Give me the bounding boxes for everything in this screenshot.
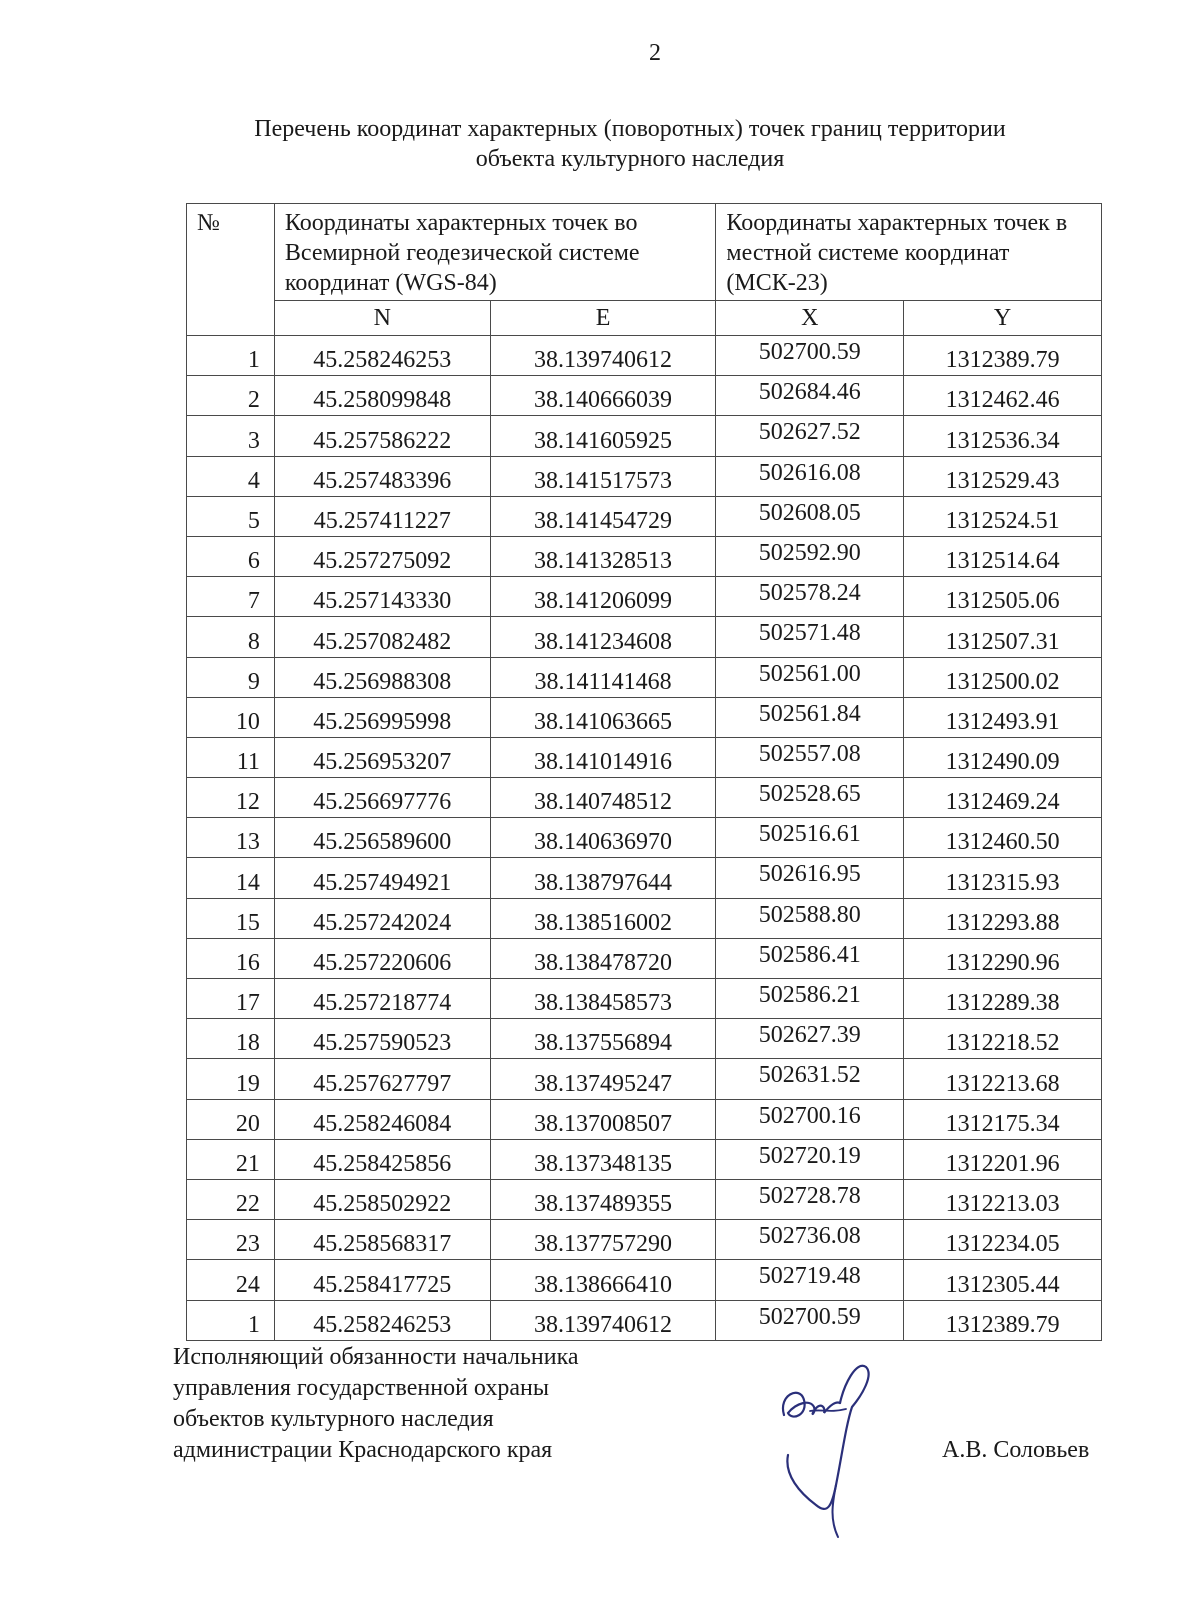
cell-latitude-n: 45.257411227	[274, 496, 490, 536]
table-row	[187, 416, 1102, 456]
cell-longitude-e: 38.139740612	[490, 336, 716, 376]
cell-point-number: 23	[187, 1220, 275, 1260]
cell-latitude-n: 45.258246084	[274, 1099, 490, 1139]
cell-point-number: 9	[187, 657, 275, 697]
cell-msk-y: 1312175.34	[904, 1099, 1102, 1139]
signer-position-line-1: Исполняющий обязанности начальника	[173, 1344, 579, 1370]
cell-msk-y: 1312213.03	[904, 1179, 1102, 1219]
cell-msk-x: 502736.08	[716, 1220, 904, 1260]
cell-msk-x: 502631.52	[716, 1059, 904, 1099]
signer-position-line-4: администрации Краснодарского края	[173, 1437, 553, 1463]
cell-msk-x: 502616.08	[716, 456, 904, 496]
cell-msk-y: 1312469.24	[904, 778, 1102, 818]
cell-latitude-n: 45.258099848	[274, 376, 490, 416]
cell-msk-x: 502700.16	[716, 1099, 904, 1139]
cell-point-number: 2	[187, 376, 275, 416]
signer-position-line-3: объектов культурного наследия	[173, 1406, 494, 1432]
cell-latitude-n: 45.258246253	[274, 1300, 490, 1340]
cell-longitude-e: 38.141063665	[490, 697, 716, 737]
cell-msk-x: 502700.59	[716, 1300, 904, 1340]
cell-longitude-e: 38.141014916	[490, 737, 716, 777]
table-row	[187, 898, 1102, 938]
cell-longitude-e: 38.137008507	[490, 1099, 716, 1139]
cell-latitude-n: 45.258425856	[274, 1139, 490, 1179]
cell-latitude-n: 45.257220606	[274, 938, 490, 978]
cell-point-number: 1	[187, 336, 275, 376]
cell-msk-y: 1312500.02	[904, 657, 1102, 697]
cell-longitude-e: 38.141454729	[490, 496, 716, 536]
cell-latitude-n: 45.257627797	[274, 1059, 490, 1099]
table-row	[187, 496, 1102, 536]
column-header-n: N	[274, 301, 490, 336]
cell-latitude-n: 45.257275092	[274, 536, 490, 576]
cell-point-number: 6	[187, 536, 275, 576]
cell-latitude-n: 45.256953207	[274, 737, 490, 777]
table-row	[187, 1260, 1102, 1300]
table-row	[187, 1300, 1102, 1340]
column-header-e: E	[490, 301, 716, 336]
page-number: 2	[649, 40, 661, 66]
cell-point-number: 5	[187, 496, 275, 536]
cell-msk-y: 1312505.06	[904, 577, 1102, 617]
cell-msk-y: 1312507.31	[904, 617, 1102, 657]
coordinates-table	[186, 203, 1102, 1341]
cell-longitude-e: 38.141141468	[490, 657, 716, 697]
cell-latitude-n: 45.256589600	[274, 818, 490, 858]
table-row	[187, 938, 1102, 978]
table-subheader-row	[187, 301, 1102, 336]
cell-point-number: 17	[187, 979, 275, 1019]
cell-msk-x: 502684.46	[716, 376, 904, 416]
cell-longitude-e: 38.138516002	[490, 898, 716, 938]
cell-msk-x: 502728.78	[716, 1179, 904, 1219]
cell-msk-x: 502592.90	[716, 536, 904, 576]
cell-msk-x: 502616.95	[716, 858, 904, 898]
cell-longitude-e: 38.138797644	[490, 858, 716, 898]
cell-msk-x: 502719.48	[716, 1260, 904, 1300]
column-header-number: №	[187, 204, 275, 336]
cell-longitude-e: 38.139740612	[490, 1300, 716, 1340]
cell-msk-y: 1312460.50	[904, 818, 1102, 858]
cell-longitude-e: 38.141328513	[490, 536, 716, 576]
cell-longitude-e: 38.141234608	[490, 617, 716, 657]
signatory-name: А.В. Соловьев	[942, 1437, 1090, 1463]
cell-longitude-e: 38.141206099	[490, 577, 716, 617]
column-header-y: Y	[904, 301, 1102, 336]
title-line-2: объекта культурного наследия	[475, 146, 785, 172]
cell-point-number: 24	[187, 1260, 275, 1300]
cell-msk-x: 502586.41	[716, 938, 904, 978]
cell-latitude-n: 45.257590523	[274, 1019, 490, 1059]
cell-point-number: 8	[187, 617, 275, 657]
cell-longitude-e: 38.137489355	[490, 1179, 716, 1219]
column-group-msk23: Координаты характерных точек в местной системе координат (МСК-23)	[716, 204, 1102, 301]
cell-point-number: 22	[187, 1179, 275, 1219]
table-row	[187, 858, 1102, 898]
table-header-row	[187, 204, 1102, 301]
cell-msk-y: 1312536.34	[904, 416, 1102, 456]
cell-point-number: 14	[187, 858, 275, 898]
cell-longitude-e: 38.140636970	[490, 818, 716, 858]
table-row	[187, 456, 1102, 496]
cell-msk-y: 1312389.79	[904, 1300, 1102, 1340]
table-row	[187, 737, 1102, 777]
cell-msk-x: 502561.00	[716, 657, 904, 697]
document-title	[180, 114, 1080, 174]
cell-latitude-n: 45.258568317	[274, 1220, 490, 1260]
cell-point-number: 10	[187, 697, 275, 737]
cell-point-number: 13	[187, 818, 275, 858]
cell-longitude-e: 38.141517573	[490, 456, 716, 496]
cell-point-number: 15	[187, 898, 275, 938]
cell-msk-y: 1312218.52	[904, 1019, 1102, 1059]
cell-latitude-n: 45.257494921	[274, 858, 490, 898]
cell-latitude-n: 45.256988308	[274, 657, 490, 697]
cell-latitude-n: 45.257082482	[274, 617, 490, 657]
table-row	[187, 1220, 1102, 1260]
table-row	[187, 818, 1102, 858]
cell-latitude-n: 45.258502922	[274, 1179, 490, 1219]
table-row	[187, 376, 1102, 416]
table-row	[187, 979, 1102, 1019]
cell-msk-x: 502700.59	[716, 336, 904, 376]
signer-position-line-2: управления государственной охраны	[173, 1375, 549, 1401]
cell-point-number: 18	[187, 1019, 275, 1059]
cell-msk-x: 502516.61	[716, 818, 904, 858]
cell-msk-y: 1312524.51	[904, 496, 1102, 536]
cell-longitude-e: 38.138458573	[490, 979, 716, 1019]
cell-msk-x: 502588.80	[716, 898, 904, 938]
cell-latitude-n: 45.258246253	[274, 336, 490, 376]
cell-latitude-n: 45.257242024	[274, 898, 490, 938]
cell-latitude-n: 45.257143330	[274, 577, 490, 617]
cell-msk-y: 1312201.96	[904, 1139, 1102, 1179]
cell-point-number: 4	[187, 456, 275, 496]
cell-msk-y: 1312462.46	[904, 376, 1102, 416]
cell-point-number: 20	[187, 1099, 275, 1139]
cell-latitude-n: 45.256697776	[274, 778, 490, 818]
cell-point-number: 19	[187, 1059, 275, 1099]
title-line-1: Перечень координат характерных (поворотных) точек границ территории	[254, 116, 1006, 142]
cell-msk-y: 1312305.44	[904, 1260, 1102, 1300]
cell-msk-x: 502627.39	[716, 1019, 904, 1059]
cell-longitude-e: 38.138478720	[490, 938, 716, 978]
table-row	[187, 778, 1102, 818]
cell-latitude-n: 45.257218774	[274, 979, 490, 1019]
cell-msk-x: 502557.08	[716, 737, 904, 777]
table-row	[187, 1019, 1102, 1059]
table-row	[187, 1099, 1102, 1139]
cell-msk-y: 1312389.79	[904, 336, 1102, 376]
table-body	[187, 336, 1102, 1341]
cell-msk-x: 502720.19	[716, 1139, 904, 1179]
table-row	[187, 657, 1102, 697]
table-row	[187, 577, 1102, 617]
cell-msk-y: 1312289.38	[904, 979, 1102, 1019]
cell-latitude-n: 45.257586222	[274, 416, 490, 456]
cell-point-number: 7	[187, 577, 275, 617]
cell-msk-y: 1312293.88	[904, 898, 1102, 938]
cell-msk-y: 1312234.05	[904, 1220, 1102, 1260]
cell-msk-y: 1312290.96	[904, 938, 1102, 978]
cell-longitude-e: 38.140748512	[490, 778, 716, 818]
cell-latitude-n: 45.257483396	[274, 456, 490, 496]
cell-point-number: 11	[187, 737, 275, 777]
cell-longitude-e: 38.137348135	[490, 1139, 716, 1179]
cell-msk-x: 502586.21	[716, 979, 904, 1019]
cell-msk-y: 1312514.64	[904, 536, 1102, 576]
cell-msk-y: 1312315.93	[904, 858, 1102, 898]
cell-latitude-n: 45.256995998	[274, 697, 490, 737]
cell-msk-y: 1312490.09	[904, 737, 1102, 777]
cell-msk-x: 502571.48	[716, 617, 904, 657]
cell-msk-x: 502528.65	[716, 778, 904, 818]
column-header-x: X	[716, 301, 904, 336]
cell-point-number: 12	[187, 778, 275, 818]
table-row	[187, 336, 1102, 376]
table-row	[187, 697, 1102, 737]
cell-msk-x: 502608.05	[716, 496, 904, 536]
cell-longitude-e: 38.138666410	[490, 1260, 716, 1300]
cell-longitude-e: 38.137556894	[490, 1019, 716, 1059]
cell-longitude-e: 38.137495247	[490, 1059, 716, 1099]
cell-point-number: 21	[187, 1139, 275, 1179]
table-row	[187, 617, 1102, 657]
cell-point-number: 3	[187, 416, 275, 456]
cell-point-number: 1	[187, 1300, 275, 1340]
table-row	[187, 1059, 1102, 1099]
handwritten-signature	[770, 1355, 910, 1555]
column-group-wgs84: Координаты характерных точек во Всемирной геодезической системе координат (WGS-84)	[274, 204, 716, 301]
cell-msk-x: 502627.52	[716, 416, 904, 456]
table-row	[187, 1179, 1102, 1219]
cell-msk-y: 1312213.68	[904, 1059, 1102, 1099]
cell-longitude-e: 38.137757290	[490, 1220, 716, 1260]
cell-msk-x: 502578.24	[716, 577, 904, 617]
table-row	[187, 1139, 1102, 1179]
cell-longitude-e: 38.141605925	[490, 416, 716, 456]
cell-msk-x: 502561.84	[716, 697, 904, 737]
cell-msk-y: 1312493.91	[904, 697, 1102, 737]
cell-msk-y: 1312529.43	[904, 456, 1102, 496]
signature-block	[173, 1342, 673, 1466]
cell-latitude-n: 45.258417725	[274, 1260, 490, 1300]
cell-point-number: 16	[187, 938, 275, 978]
cell-longitude-e: 38.140666039	[490, 376, 716, 416]
table-row	[187, 536, 1102, 576]
